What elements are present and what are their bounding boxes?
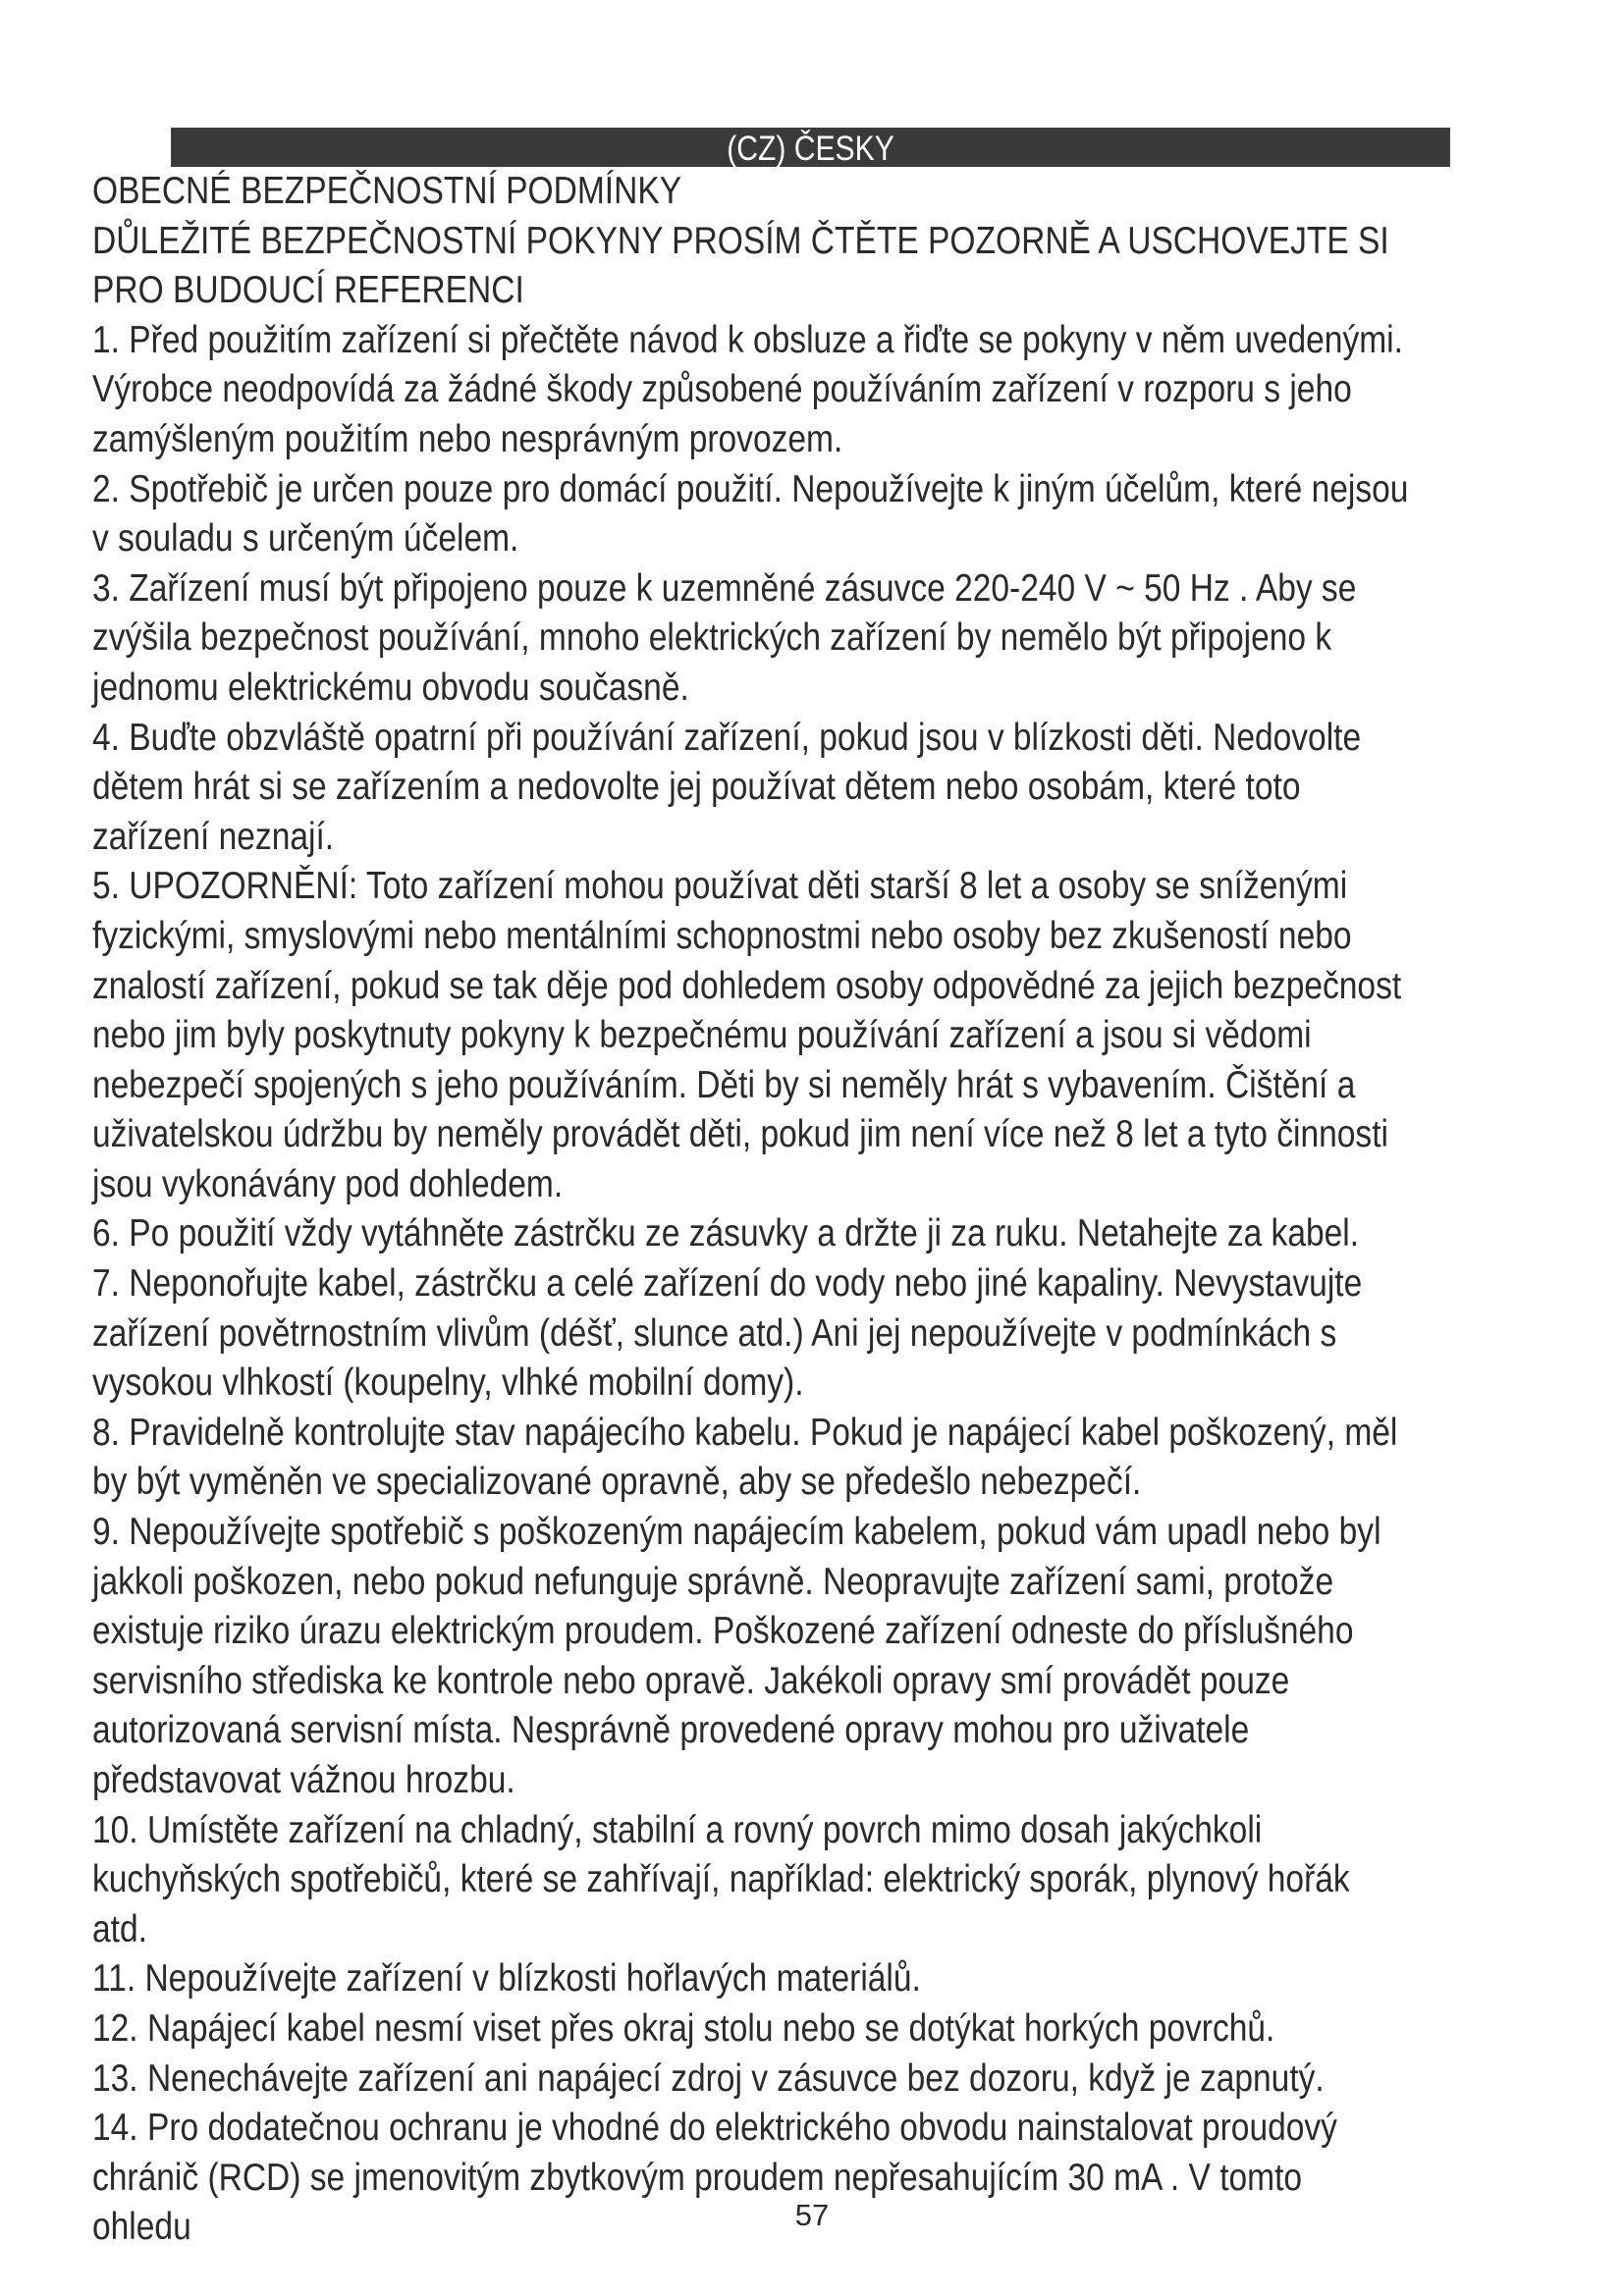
- page-number: 57: [794, 2198, 830, 2232]
- section-title: OBECNÉ BEZPEČNOSTNÍ PODMÍNKY: [92, 170, 682, 212]
- safety-item-5: 5. UPOZORNĚNÍ: Toto zařízení mohou používat děti starší 8 let a osoby se sníženými fyzickými, smyslovými nebo mentálními schopnostmi nebo osoby bez zkušeností nebo znalostí zařízení, pokud se tak děje pod dohledem osoby odpovědné za jejich bezpečnost nebo jim byly poskytnuty pokyny k bezpečnému používání zařízení a jsou si vědomi nebezpečí spojených s jeho používáním. Děti by si neměly hrát s vybavením. Čištění a uživatelskou údržbu by neměly provádět děti, pokud jim není více než 8 let a tyto činnosti jsou vykonávány pod dohledem.: [92, 865, 1402, 1205]
- section-subtitle: DŮLEŽITÉ BEZPEČNOSTNÍ POKYNY PROSÍM ČTĚTE POZORNĚ A USCHOVEJTE SI PRO BUDOUCÍ REFERENCI: [92, 219, 1389, 312]
- language-header-bar: (CZ) ČESKY: [171, 128, 1450, 167]
- safety-item-14: 14. Pro dodatečnou ochranu je vhodné do elektrického obvodu nainstalovat proudový chránič (RCD) se jmenovitým zbytkovým proudem nepřesahujícím 30 mA . V tomto ohledu: [92, 2107, 1337, 2249]
- safety-item-9: 9. Nepoužívejte spotřebič s poškozeným napájecím kabelem, pokud vám upadl nebo byl jakkoli poškozen, nebo pokud nefunguje správně. Neopravujte zařízení sami, protože existuje riziko úrazu elektrickým proudem. Poškozené zařízení odneste do příslušného servisního střediska ke kontrole nebo opravě. Jakékoli opravy smí provádět pouze autorizovaná servisní místa. Nesprávně provedené opravy mohou pro uživatele představovat vážnou hrozbu.: [92, 1511, 1381, 1801]
- safety-item-13: 13. Nenechávejte zařízení ani napájecí zdroj v zásuvce bez dozoru, když je zapnutý.: [92, 2056, 1325, 2100]
- safety-item-7: 7. Neponořujte kabel, zástrčku a celé zařízení do vody nebo jiné kapaliny. Nevystavujte zařízení povětrnostním vlivům (déšť, slunce atd.) Ani jej nepoužívejte v podmínkách s vysokou vlhkostí (koupelny, vlhké mobilní domy).: [92, 1262, 1363, 1405]
- safety-item-12: 12. Napájecí kabel nesmí viset přes okraj stolu nebo se dotýkat horkých povrchů.: [92, 2006, 1275, 2050]
- safety-item-1: 1. Před použitím zařízení si přečtěte návod k obsluze a řiďte se pokyny v něm uvedenými. Výrobce neodpovídá za žádné škody způsobené používáním zařízení v rozporu s jeho zamýšleným použitím nebo nesprávným provozem.: [92, 318, 1403, 460]
- safety-item-10: 10. Umístěte zařízení na chladný, stabilní a rovný povrch mimo dosah jakýchkoli kuchyňských spotřebičů, které se zahřívají, například: elektrický sporák, plynový hořák atd.: [92, 1808, 1350, 1950]
- safety-item-3: 3. Zařízení musí být připojeno pouze k uzemněné zásuvce 220-240 V ~ 50 Hz . Aby se zvýšila bezpečnost používání, mnoho elektrických zařízení by nemělo být připojeno k jednomu elektrickému obvodu současně.: [92, 566, 1357, 709]
- safety-item-4: 4. Buďte obzvláště opatrní při používání zařízení, pokud jsou v blízkosti děti. Nedovolte dětem hrát si se zařízením a nedovolte jej používat dětem nebo osobám, které toto zařízení neznají.: [92, 716, 1362, 858]
- safety-item-2: 2. Spotřebič je určen pouze pro domácí použití. Nepoužívejte k jiným účelům, které nejsou v souladu s určeným účelem.: [92, 467, 1409, 561]
- safety-item-6: 6. Po použití vždy vytáhněte zástrčku ze zásuvky a držte ji za ruku. Netahejte za kabel.: [92, 1212, 1360, 1255]
- safety-item-8: 8. Pravidelně kontrolujte stav napájecího kabelu. Pokud je napájecí kabel poškozený, měl by být vyměněn ve specializované opravně, aby se předešlo nebezpečí.: [92, 1411, 1398, 1504]
- safety-item-11: 11. Nepoužívejte zařízení v blízkosti hořlavých materiálů.: [92, 1957, 921, 2001]
- safety-section: [92, 167, 1410, 2253]
